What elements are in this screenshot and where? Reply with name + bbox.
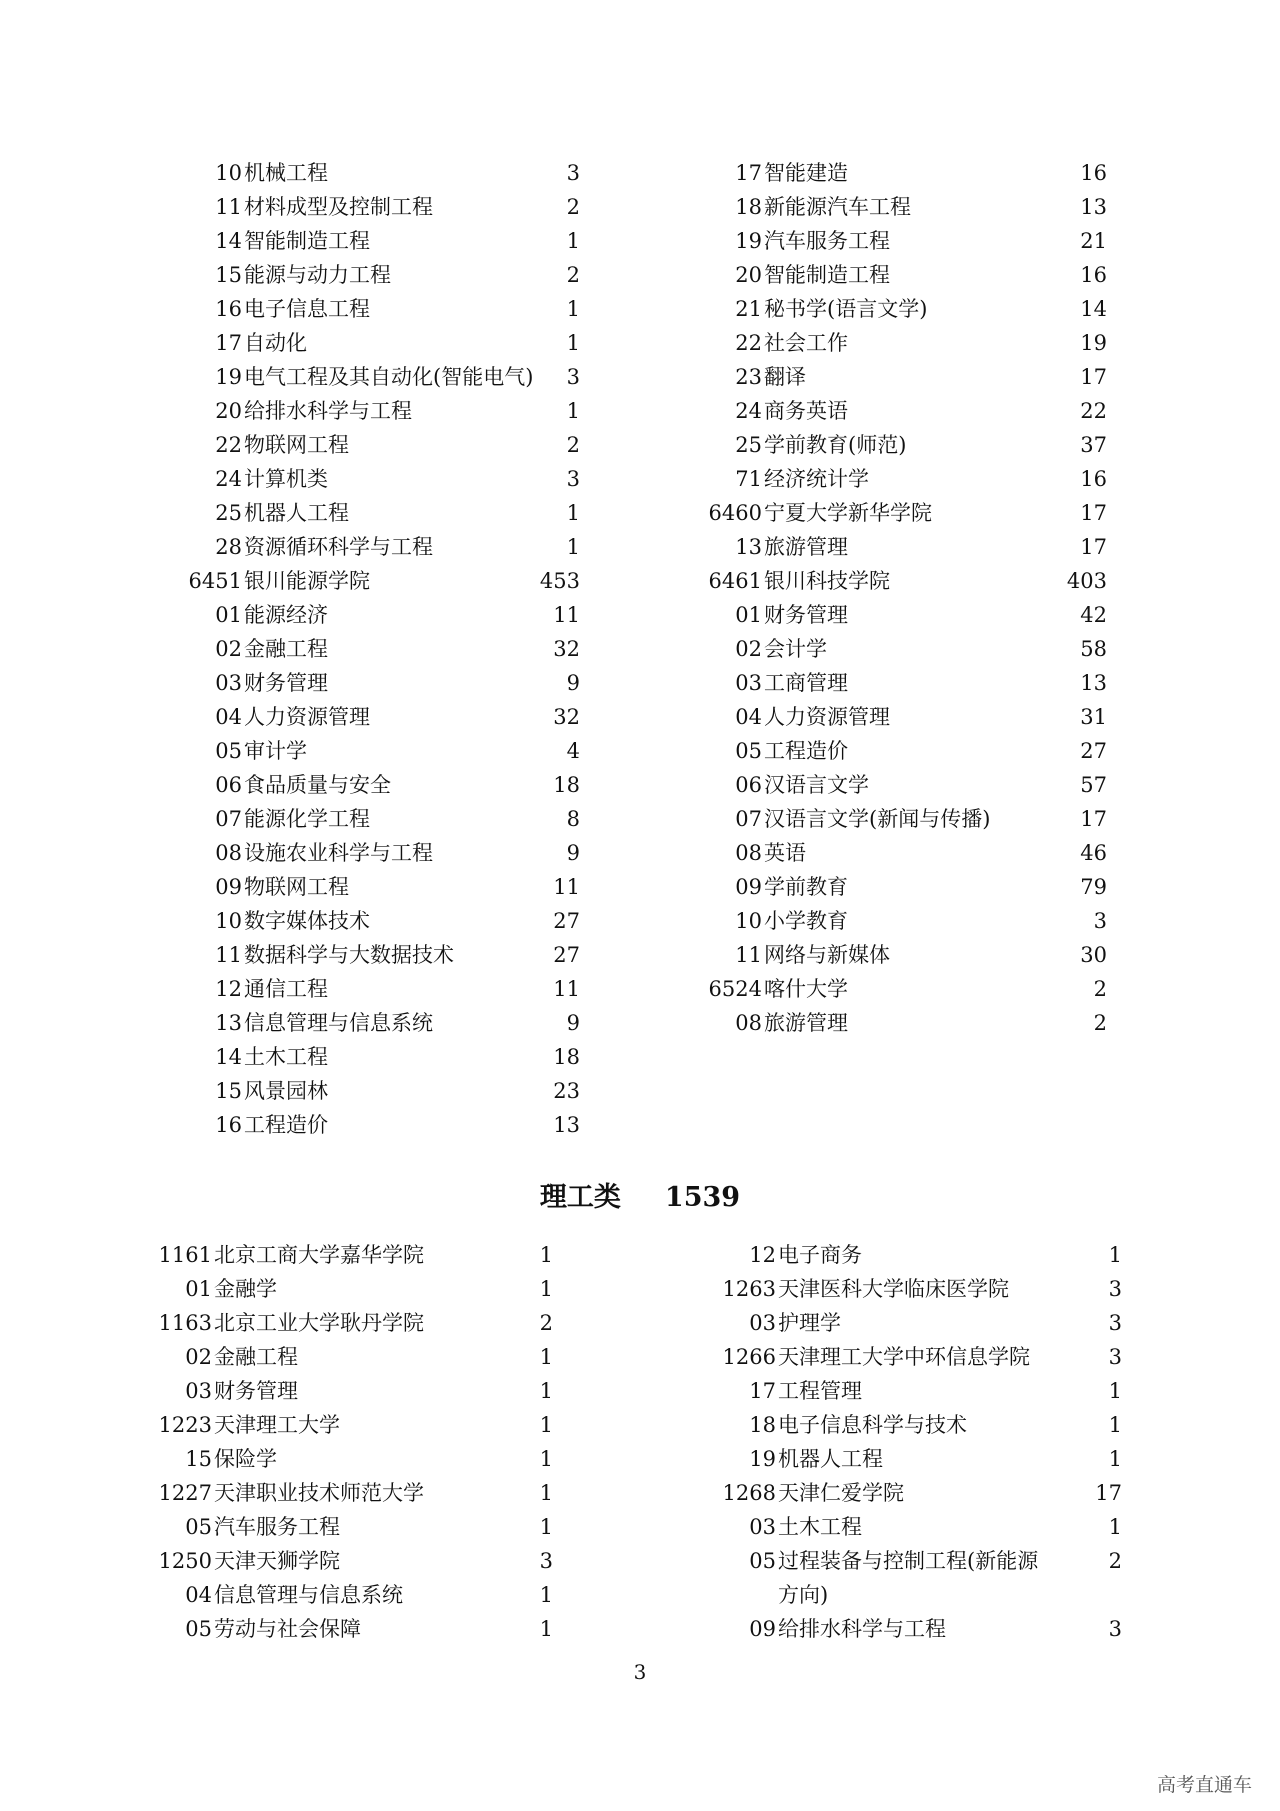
item-code: 14 xyxy=(215,1045,242,1069)
item-count: 1 xyxy=(566,399,580,423)
item-name: 电气工程及其自动化(智能电气) xyxy=(244,365,534,389)
list-item xyxy=(0,530,1280,564)
item-count: 453 xyxy=(539,569,580,593)
item-count: 58 xyxy=(1080,637,1107,661)
item-code: 08 xyxy=(735,841,762,865)
list-item xyxy=(0,1340,1280,1374)
item-name: 风景园林 xyxy=(244,1079,328,1103)
item-name: 信息管理与信息系统 xyxy=(244,1011,433,1035)
item-name: 天津理工大学 xyxy=(214,1413,340,1437)
item-code: 1266 xyxy=(722,1345,776,1369)
item-name: 智能制造工程 xyxy=(764,263,890,287)
item-count: 32 xyxy=(553,705,580,729)
item-count: 2 xyxy=(1093,1011,1107,1035)
item-count: 32 xyxy=(553,637,580,661)
item-code: 03 xyxy=(749,1515,776,1539)
page-number: 3 xyxy=(633,1660,647,1684)
item-count: 1 xyxy=(539,1447,553,1471)
item-code: 17 xyxy=(749,1379,776,1403)
item-code: 1227 xyxy=(158,1481,212,1505)
item-code: 19 xyxy=(215,365,242,389)
item-code: 03 xyxy=(185,1379,212,1403)
item-name: 工程造价 xyxy=(244,1113,328,1137)
item-count: 9 xyxy=(566,841,580,865)
item-code: 06 xyxy=(735,773,762,797)
item-code: 13 xyxy=(215,1011,242,1035)
list-item xyxy=(0,1306,1280,1340)
item-count: 1 xyxy=(539,1277,553,1301)
list-item xyxy=(0,1074,1280,1108)
item-count: 2 xyxy=(539,1311,553,1335)
item-code: 6461 xyxy=(708,569,762,593)
item-code: 02 xyxy=(185,1345,212,1369)
list-item xyxy=(0,802,1280,836)
list-item xyxy=(0,1510,1280,1544)
list-item xyxy=(0,700,1280,734)
item-count: 1 xyxy=(539,1345,553,1369)
item-name: 秘书学(语言文学) xyxy=(764,297,928,321)
item-name: 通信工程 xyxy=(244,977,328,1001)
section-title-text: 理工类 xyxy=(539,1182,621,1213)
item-count: 3 xyxy=(1108,1277,1122,1301)
item-count: 11 xyxy=(553,875,580,899)
item-count: 9 xyxy=(566,671,580,695)
item-count: 3 xyxy=(1108,1617,1122,1641)
item-code: 05 xyxy=(185,1617,212,1641)
item-name: 电子信息科学与技术 xyxy=(778,1413,967,1437)
item-count: 17 xyxy=(1080,807,1107,831)
item-count: 21 xyxy=(1080,229,1107,253)
item-code: 24 xyxy=(215,467,242,491)
item-code: 10 xyxy=(215,161,242,185)
item-code: 07 xyxy=(215,807,242,831)
item-count: 3 xyxy=(566,467,580,491)
item-count: 37 xyxy=(1080,433,1107,457)
item-code: 15 xyxy=(185,1447,212,1471)
item-count: 3 xyxy=(566,365,580,389)
item-code: 12 xyxy=(749,1243,776,1267)
list-item xyxy=(0,1272,1280,1306)
item-count: 31 xyxy=(1080,705,1107,729)
list-item xyxy=(0,1408,1280,1442)
item-count: 1 xyxy=(566,501,580,525)
item-code: 1263 xyxy=(722,1277,776,1301)
item-count: 27 xyxy=(553,943,580,967)
item-code: 14 xyxy=(215,229,242,253)
item-name: 能源经济 xyxy=(244,603,328,627)
item-count: 23 xyxy=(553,1079,580,1103)
item-name: 工程造价 xyxy=(764,739,848,763)
item-code: 17 xyxy=(215,331,242,355)
item-code: 15 xyxy=(215,1079,242,1103)
item-code: 17 xyxy=(735,161,762,185)
list-item xyxy=(0,360,1280,394)
item-code: 25 xyxy=(735,433,762,457)
item-name: 计算机类 xyxy=(244,467,328,491)
item-name: 数字媒体技术 xyxy=(244,909,370,933)
item-count: 3 xyxy=(1108,1311,1122,1335)
item-count: 16 xyxy=(1080,263,1107,287)
upper-right-column xyxy=(0,156,1280,1040)
list-item xyxy=(0,1544,1280,1612)
item-code: 20 xyxy=(735,263,762,287)
item-count: 30 xyxy=(1080,943,1107,967)
item-name: 天津天狮学院 xyxy=(214,1549,340,1573)
item-name: 宁夏大学新华学院 xyxy=(764,501,932,525)
item-count: 57 xyxy=(1080,773,1107,797)
item-code: 28 xyxy=(215,535,242,559)
item-count: 9 xyxy=(566,1011,580,1035)
list-item xyxy=(0,224,1280,258)
list-item xyxy=(0,326,1280,360)
item-name: 北京工商大学嘉华学院 xyxy=(214,1243,424,1267)
item-name: 学前教育(师范) xyxy=(764,433,907,457)
item-code: 10 xyxy=(215,909,242,933)
item-name: 银川能源学院 xyxy=(244,569,370,593)
item-name: 天津理工大学中环信息学院 xyxy=(778,1345,1030,1369)
item-count: 3 xyxy=(539,1549,553,1573)
list-item xyxy=(0,598,1280,632)
item-code: 01 xyxy=(735,603,762,627)
item-code: 01 xyxy=(215,603,242,627)
item-code: 19 xyxy=(749,1447,776,1471)
item-name: 给排水科学与工程 xyxy=(778,1617,946,1641)
item-count: 1 xyxy=(566,229,580,253)
item-count: 3 xyxy=(1108,1345,1122,1369)
item-count: 1 xyxy=(539,1515,553,1539)
item-code: 16 xyxy=(215,1113,242,1137)
item-count: 1 xyxy=(1108,1413,1122,1437)
item-count: 403 xyxy=(1066,569,1107,593)
item-code: 05 xyxy=(735,739,762,763)
item-code: 09 xyxy=(749,1617,776,1641)
item-name: 银川科技学院 xyxy=(764,569,890,593)
item-count: 79 xyxy=(1080,875,1107,899)
item-count: 17 xyxy=(1080,535,1107,559)
item-code: 23 xyxy=(735,365,762,389)
item-code: 07 xyxy=(735,807,762,831)
item-count: 13 xyxy=(553,1113,580,1137)
item-name: 会计学 xyxy=(764,637,827,661)
item-name: 财务管理 xyxy=(764,603,848,627)
item-name: 过程装备与控制工程(新能源方向) xyxy=(778,1549,1039,1607)
item-name: 学前教育 xyxy=(764,875,848,899)
item-code: 05 xyxy=(749,1549,776,1573)
item-code: 22 xyxy=(215,433,242,457)
list-item xyxy=(0,632,1280,666)
item-name: 机器人工程 xyxy=(244,501,349,525)
item-count: 1 xyxy=(1108,1515,1122,1539)
list-item xyxy=(0,1612,1280,1646)
item-code: 12 xyxy=(215,977,242,1001)
item-code: 04 xyxy=(215,705,242,729)
item-code: 1223 xyxy=(158,1413,212,1437)
item-code: 09 xyxy=(215,875,242,899)
item-code: 03 xyxy=(749,1311,776,1335)
item-name: 翻译 xyxy=(764,365,806,389)
item-code: 03 xyxy=(215,671,242,695)
item-count: 2 xyxy=(1108,1549,1122,1573)
item-count: 1 xyxy=(1108,1379,1122,1403)
list-item xyxy=(0,156,1280,190)
item-code: 01 xyxy=(185,1277,212,1301)
watermark: 高考直通车 xyxy=(1156,1774,1252,1796)
list-item xyxy=(0,972,1280,1006)
item-code: 06 xyxy=(215,773,242,797)
item-name: 金融学 xyxy=(214,1277,277,1301)
item-name: 保险学 xyxy=(214,1447,277,1471)
section-title xyxy=(0,1178,1280,1218)
item-code: 04 xyxy=(185,1583,212,1607)
item-name: 数据科学与大数据技术 xyxy=(244,943,454,967)
item-name: 自动化 xyxy=(244,331,307,355)
item-count: 16 xyxy=(1080,161,1107,185)
item-count: 16 xyxy=(1080,467,1107,491)
item-count: 17 xyxy=(1080,501,1107,525)
item-name: 护理学 xyxy=(778,1311,841,1335)
item-code: 22 xyxy=(735,331,762,355)
item-code: 11 xyxy=(735,943,762,967)
item-code: 71 xyxy=(735,467,762,491)
item-name: 人力资源管理 xyxy=(764,705,890,729)
item-code: 20 xyxy=(215,399,242,423)
item-count: 2 xyxy=(566,433,580,457)
item-code: 02 xyxy=(215,637,242,661)
item-name: 工商管理 xyxy=(764,671,848,695)
list-item xyxy=(0,666,1280,700)
item-name: 电子信息工程 xyxy=(244,297,370,321)
item-count: 18 xyxy=(553,1045,580,1069)
item-count: 1 xyxy=(1108,1243,1122,1267)
item-name: 天津职业技术师范大学 xyxy=(214,1481,424,1505)
item-count: 1 xyxy=(539,1617,553,1641)
item-code: 16 xyxy=(215,297,242,321)
item-name: 物联网工程 xyxy=(244,875,349,899)
item-count: 2 xyxy=(1093,977,1107,1001)
list-item xyxy=(0,1006,1280,1040)
item-code: 6460 xyxy=(708,501,762,525)
item-count: 17 xyxy=(1080,365,1107,389)
item-name: 汽车服务工程 xyxy=(214,1515,340,1539)
item-code: 1163 xyxy=(158,1311,212,1335)
item-code: 1250 xyxy=(158,1549,212,1573)
list-item xyxy=(0,836,1280,870)
list-item xyxy=(0,496,1280,530)
item-code: 11 xyxy=(215,943,242,967)
item-code: 19 xyxy=(735,229,762,253)
item-count: 4 xyxy=(566,739,580,763)
list-item xyxy=(0,1374,1280,1408)
list-item xyxy=(0,1040,1280,1074)
item-code: 1161 xyxy=(158,1243,212,1267)
item-code: 15 xyxy=(215,263,242,287)
item-count: 1 xyxy=(566,535,580,559)
item-code: 6451 xyxy=(188,569,242,593)
item-count: 27 xyxy=(553,909,580,933)
item-code: 10 xyxy=(735,909,762,933)
item-code: 1268 xyxy=(722,1481,776,1505)
item-name: 设施农业科学与工程 xyxy=(244,841,433,865)
item-name: 土木工程 xyxy=(778,1515,862,1539)
item-count: 1 xyxy=(539,1413,553,1437)
item-name: 汉语言文学(新闻与传播) xyxy=(764,807,991,831)
item-code: 08 xyxy=(735,1011,762,1035)
item-name: 英语 xyxy=(764,841,806,865)
item-name: 金融工程 xyxy=(214,1345,298,1369)
item-name: 网络与新媒体 xyxy=(764,943,890,967)
item-count: 3 xyxy=(566,161,580,185)
item-name: 审计学 xyxy=(244,739,307,763)
item-name: 智能制造工程 xyxy=(244,229,370,253)
item-name: 信息管理与信息系统 xyxy=(214,1583,403,1607)
item-code: 05 xyxy=(215,739,242,763)
item-code: 6524 xyxy=(708,977,762,1001)
list-item xyxy=(0,564,1280,598)
list-item xyxy=(0,1476,1280,1510)
item-count: 13 xyxy=(1080,671,1107,695)
item-code: 11 xyxy=(215,195,242,219)
item-count: 42 xyxy=(1080,603,1107,627)
item-name: 汽车服务工程 xyxy=(764,229,890,253)
list-item xyxy=(0,258,1280,292)
item-code: 02 xyxy=(735,637,762,661)
list-item xyxy=(0,462,1280,496)
item-code: 21 xyxy=(735,297,762,321)
section-total-count: 1539 xyxy=(664,1182,741,1213)
item-name: 财务管理 xyxy=(244,671,328,695)
item-name: 商务英语 xyxy=(764,399,848,423)
item-count: 8 xyxy=(566,807,580,831)
list-item xyxy=(0,292,1280,326)
item-name: 能源化学工程 xyxy=(244,807,370,831)
item-count: 46 xyxy=(1080,841,1107,865)
item-count: 3 xyxy=(1093,909,1107,933)
item-count: 1 xyxy=(539,1583,553,1607)
item-name: 小学教育 xyxy=(764,909,848,933)
item-code: 24 xyxy=(735,399,762,423)
item-count: 2 xyxy=(566,263,580,287)
item-name: 物联网工程 xyxy=(244,433,349,457)
item-count: 1 xyxy=(566,297,580,321)
item-code: 04 xyxy=(735,705,762,729)
item-code: 18 xyxy=(749,1413,776,1437)
item-name: 新能源汽车工程 xyxy=(764,195,911,219)
item-count: 11 xyxy=(553,603,580,627)
item-name: 金融工程 xyxy=(244,637,328,661)
list-item xyxy=(0,904,1280,938)
lower-right-column xyxy=(0,1238,1280,1646)
item-name: 智能建造 xyxy=(764,161,848,185)
item-count: 1 xyxy=(539,1243,553,1267)
item-name: 工程管理 xyxy=(778,1379,862,1403)
item-name: 汉语言文学 xyxy=(764,773,869,797)
item-code: 03 xyxy=(735,671,762,695)
list-item xyxy=(0,1108,1280,1142)
item-code: 18 xyxy=(735,195,762,219)
item-name: 经济统计学 xyxy=(764,467,869,491)
list-item xyxy=(0,394,1280,428)
item-name: 财务管理 xyxy=(214,1379,298,1403)
item-name: 喀什大学 xyxy=(764,977,848,1001)
item-name: 机械工程 xyxy=(244,161,328,185)
item-count: 19 xyxy=(1080,331,1107,355)
item-name: 天津仁爱学院 xyxy=(778,1481,904,1505)
item-count: 18 xyxy=(553,773,580,797)
item-count: 1 xyxy=(566,331,580,355)
item-count: 11 xyxy=(553,977,580,1001)
item-count: 2 xyxy=(566,195,580,219)
item-name: 北京工业大学耿丹学院 xyxy=(214,1311,424,1335)
item-count: 1 xyxy=(1108,1447,1122,1471)
item-name: 旅游管理 xyxy=(764,1011,848,1035)
item-code: 25 xyxy=(215,501,242,525)
item-code: 13 xyxy=(735,535,762,559)
item-name: 社会工作 xyxy=(764,331,848,355)
item-code: 09 xyxy=(735,875,762,899)
list-item xyxy=(0,734,1280,768)
item-count: 1 xyxy=(539,1481,553,1505)
list-item xyxy=(0,938,1280,972)
list-item xyxy=(0,1442,1280,1476)
item-count: 22 xyxy=(1080,399,1107,423)
item-count: 14 xyxy=(1080,297,1107,321)
item-name: 土木工程 xyxy=(244,1045,328,1069)
item-count: 27 xyxy=(1080,739,1107,763)
item-name: 材料成型及控制工程 xyxy=(244,195,433,219)
item-name: 电子商务 xyxy=(778,1243,862,1267)
item-code: 08 xyxy=(215,841,242,865)
item-name: 机器人工程 xyxy=(778,1447,883,1471)
item-name: 人力资源管理 xyxy=(244,705,370,729)
item-name: 劳动与社会保障 xyxy=(214,1617,361,1641)
item-name: 旅游管理 xyxy=(764,535,848,559)
item-name: 食品质量与安全 xyxy=(244,773,391,797)
item-code: 05 xyxy=(185,1515,212,1539)
item-name: 天津医科大学临床医学院 xyxy=(778,1277,1009,1301)
item-name: 给排水科学与工程 xyxy=(244,399,412,423)
list-item xyxy=(0,428,1280,462)
list-item xyxy=(0,190,1280,224)
item-count: 13 xyxy=(1080,195,1107,219)
item-name: 能源与动力工程 xyxy=(244,263,391,287)
list-item xyxy=(0,1238,1280,1272)
item-count: 17 xyxy=(1095,1481,1122,1505)
item-count: 1 xyxy=(539,1379,553,1403)
list-item xyxy=(0,768,1280,802)
item-name: 资源循环科学与工程 xyxy=(244,535,433,559)
list-item xyxy=(0,870,1280,904)
